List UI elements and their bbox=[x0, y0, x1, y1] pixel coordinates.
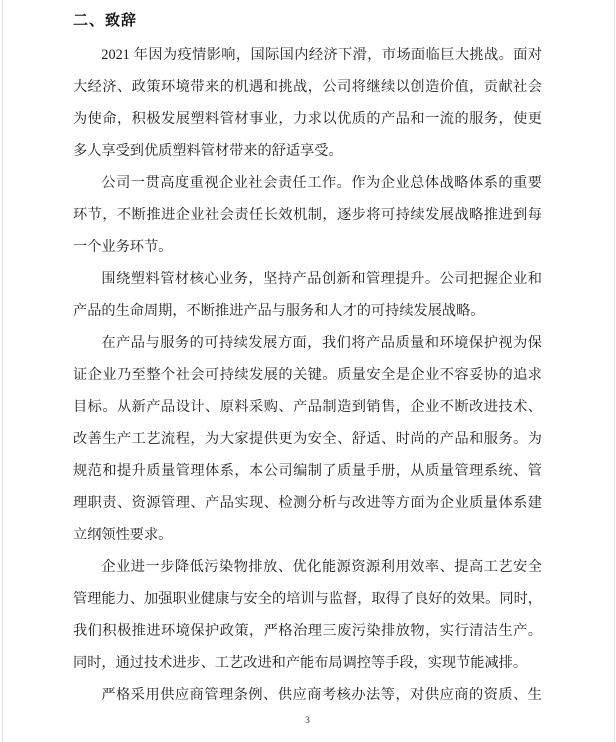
text-line: 立纲领性要求。 bbox=[73, 527, 173, 543]
paragraph bbox=[73, 263, 542, 327]
text-line: 围绕塑料管材核心业务，坚持产品创新和管理提升。公司把握企业和 bbox=[101, 271, 542, 287]
text-line: 目标。从新产品设计、原料采购、产品制造到销售，企业不断改进技术、 bbox=[73, 399, 542, 415]
text-line: 多人享受到优质塑料管材带来的舒适享受。 bbox=[73, 143, 343, 159]
paragraph bbox=[73, 679, 542, 711]
page-content bbox=[73, 8, 542, 711]
text-line: 一个业务环节。 bbox=[73, 239, 173, 255]
page-number: 3 bbox=[305, 716, 310, 726]
text-line: 大经济、政策环境带来的机遇和挑战，公司将继续以创造价值，贡献社会 bbox=[73, 79, 542, 95]
text-line: 理职责、资源管理、产品实现、检测分析与改进等方面为企业质量体系建 bbox=[73, 495, 542, 511]
text-line: 在产品与服务的可持续发展方面，我们将产品质量和环境保护视为保 bbox=[101, 335, 542, 351]
text-line: 改善生产工艺流程，为大家提供更为安全、舒适、时尚的产品和服务。为 bbox=[73, 431, 542, 447]
text-line: 环节，不断推进企业社会责任长效机制，逐步将可持续发展战略推进到每 bbox=[73, 207, 542, 223]
paragraph bbox=[73, 327, 542, 551]
paragraph bbox=[73, 39, 542, 167]
body-text bbox=[73, 39, 542, 711]
section-heading: 二、致辞 bbox=[73, 13, 138, 29]
text-line: 企业进一步降低污染物排放、优化能源资源利用效率、提高工艺安全 bbox=[101, 559, 542, 575]
text-line: 严格采用供应商管理条例、供应商考核办法等，对供应商的资质、生 bbox=[101, 687, 542, 703]
text-line: 同时，通过技术进步、工艺改进和产能布局调控等手段，实现节能减排。 bbox=[73, 655, 528, 671]
text-line: 规范和提升质量管理体系，本公司编制了质量手册，从质量管理系统、管 bbox=[73, 463, 542, 479]
text-line: 公司一贯高度重视企业社会责任工作。作为企业总体战略体系的重要 bbox=[101, 175, 542, 191]
text-line: 为使命，积极发展塑料管材事业，力求以优质的产品和一流的服务，使更 bbox=[73, 111, 542, 127]
page-edge-left bbox=[2, 0, 3, 742]
text-line: 证企业乃至整个社会可持续发展的关键。质量安全是企业不容妥协的追求 bbox=[73, 367, 542, 383]
paragraph bbox=[73, 551, 542, 679]
text-line: 我们积极推进环境保护政策，严格治理三废污染排放物，实行清洁生产。 bbox=[73, 623, 542, 639]
text-line: 2021 年因为疫情影响，国际国内经济下滑，市场面临巨大挑战。面对 bbox=[101, 47, 542, 63]
page-edge-right bbox=[614, 0, 615, 742]
text-line: 产品的生命周期，不断推进产品与服务和人才的可持续发展战略。 bbox=[73, 303, 485, 319]
paragraph bbox=[73, 167, 542, 263]
text-line: 管理能力、加强职业健康与安全的培训与监督，取得了良好的效果。同时， bbox=[73, 591, 542, 607]
